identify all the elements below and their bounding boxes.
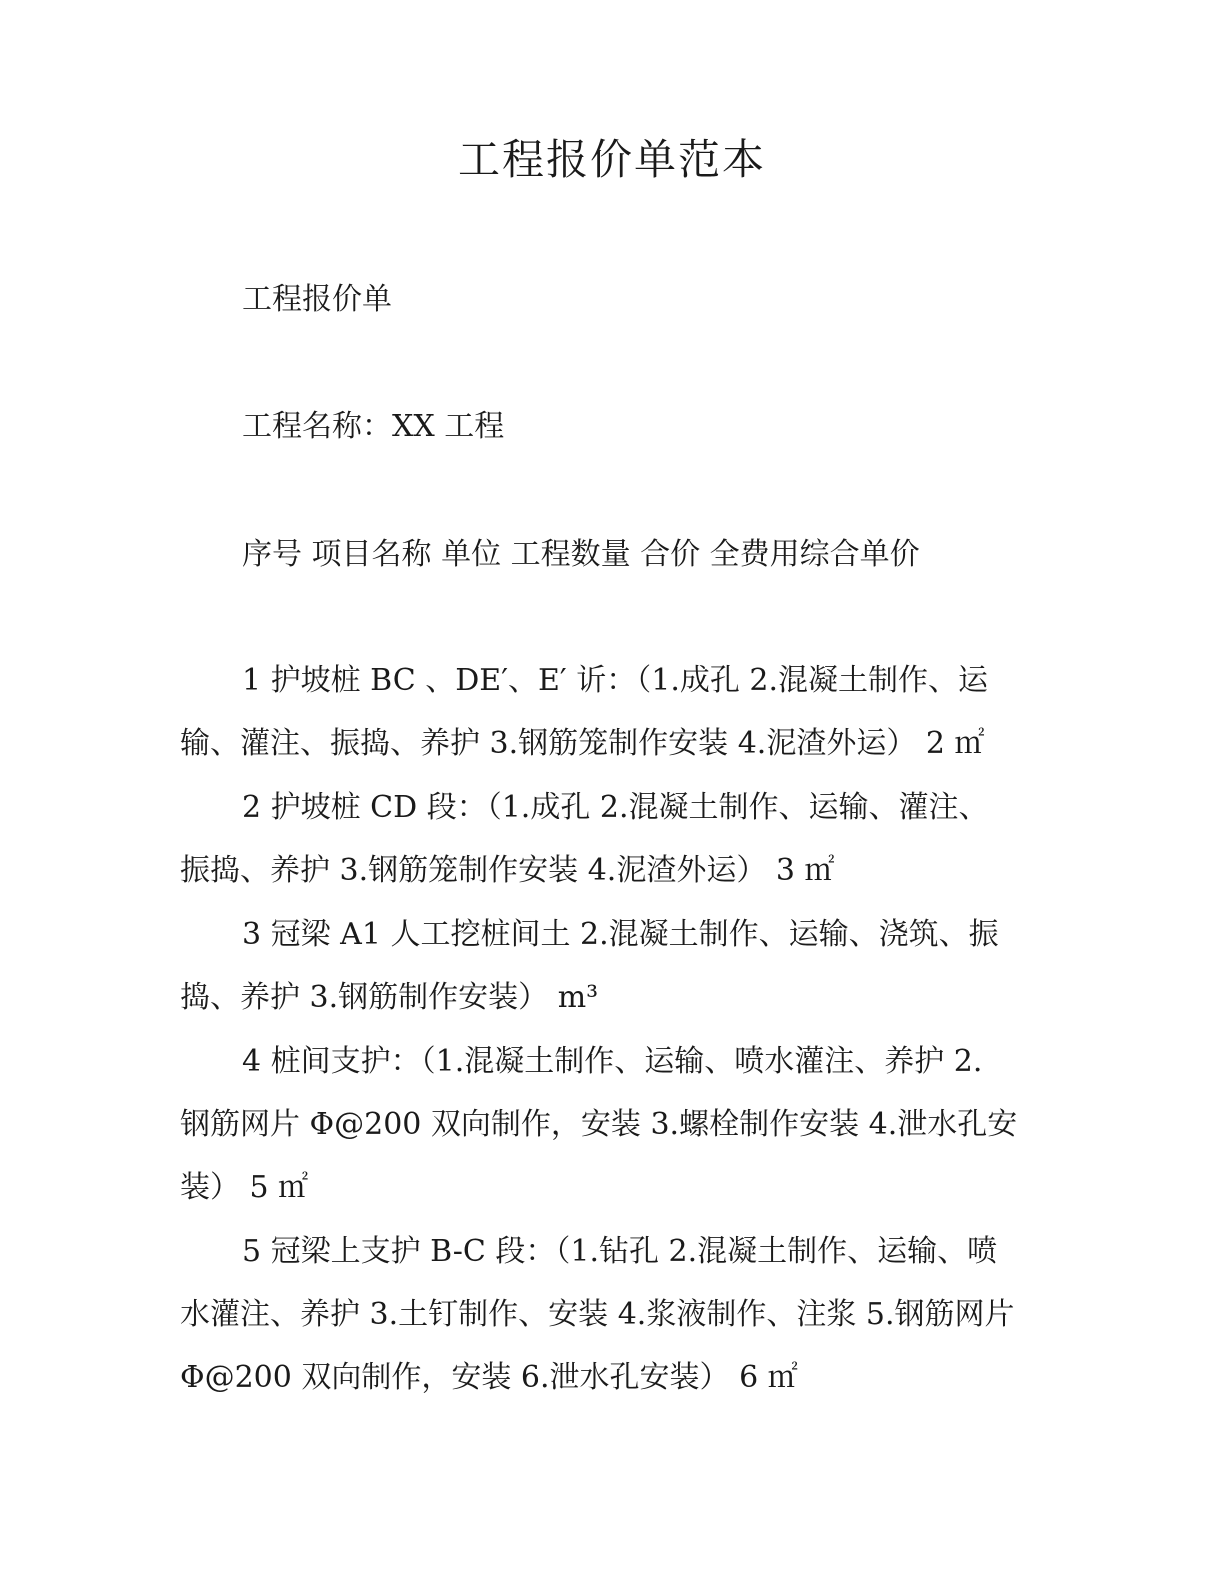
item-line: 2 护坡桩 CD 段：（1.成孔 2.混凝土制作、运输、灌注、 — [242, 790, 989, 825]
project-name-line: 工程名称：XX 工程 — [242, 409, 505, 444]
list-item-1 — [180, 661, 1040, 787]
list-item-5 — [180, 1232, 1040, 1421]
list-item-3 — [180, 915, 1040, 1041]
item-line: 4 桩间支护：（1.混凝土制作、运输、喷水灌注、养护 2. — [242, 1044, 983, 1079]
item-line: 3 冠梁 A1 人工挖桩间土 2.混凝土制作、运输、浇筑、振 — [242, 917, 999, 952]
item-line: 水灌注、养护 3.土钉制作、安装 4.浆液制作、注浆 5.钢筋网片 — [180, 1297, 1015, 1332]
item-line: Φ@200 双向制作，安装 6.泄水孔安装） 6 ㎡ — [180, 1360, 798, 1395]
table-header-line: 序号 项目名称 单位 工程数量 合价 全费用综合单价 — [242, 537, 920, 572]
list-item-4 — [180, 1042, 1040, 1231]
list-item-2 — [180, 788, 1040, 914]
item-line: 1 护坡桩 BC 、DE′、E′ 䜣：（1.成孔 2.混凝土制作、运 — [242, 663, 989, 698]
item-line: 输、灌注、振捣、养护 3.钢筋笼制作安装 4.泥渣外运） 2 ㎡ — [180, 726, 985, 761]
document-title: 工程报价单范本 — [457, 135, 766, 184]
item-line: 装） 5 ㎡ — [180, 1170, 309, 1205]
heading-quote-sheet: 工程报价单 — [242, 282, 392, 317]
item-line: 捣、养护 3.钢筋制作安装） m³ — [180, 980, 599, 1015]
item-line: 振捣、养护 3.钢筋笼制作安装 4.泥渣外运） 3 ㎡ — [180, 853, 835, 888]
item-line: 5 冠梁上支护 B-C 段：（1.钻孔 2.混凝土制作、运输、喷 — [242, 1234, 998, 1269]
item-line: 钢筋网片 Φ@200 双向制作，安装 3.螺栓制作安装 4.泄水孔安 — [180, 1107, 1018, 1142]
